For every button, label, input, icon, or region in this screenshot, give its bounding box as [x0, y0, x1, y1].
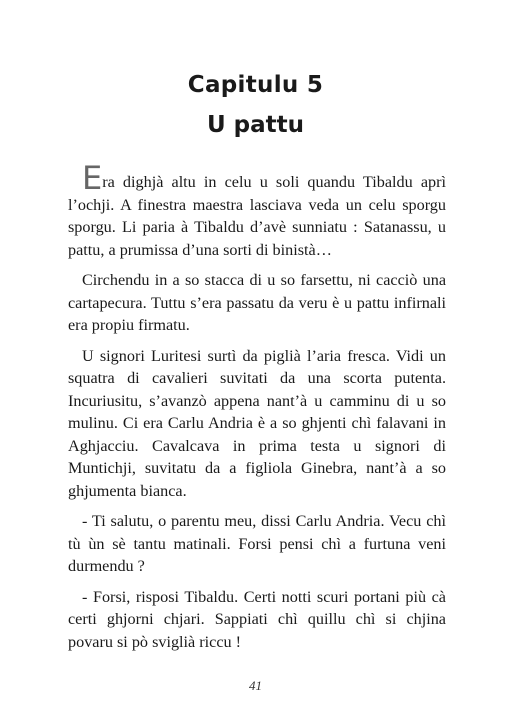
chapter-number: Capitulu 5 — [187, 72, 324, 98]
paragraph-2: Circhendu in a so stacca di u so farsettu, ni cacciò una cartapecura. Tuttu s’era passatu da veru è u pattu infirnali era propiu firmatu. — [68, 271, 446, 334]
paragraph-1-text: ra dighjà altu in celu u soli quandu Tibaldu aprì l’ochji. A finestra maestra lasciava veda un celu sporgu sporgu. Li paria à Tibaldu d’avè sunniatu : Satanassu, u pattu, a prumissa d’una sorti di binistà… — [68, 173, 446, 259]
drop-cap-initial: E — [82, 159, 103, 197]
paragraph-4: - Ti salutu, o parentu meu, dissi Carlu Andria. Vecu chì tù ùn sè tantu matinali. Forsi pensi chì a furtuna veni durmendu ? — [68, 512, 446, 575]
paragraph-1 — [68, 159, 446, 261]
paragraph-3: U signori Luritesi surtì da piglià l’aria fresca. Vidi un squatra di cavalieri suvitati da una scorta putenta. Incuriusitu, s’avanzò appena nant’à u camminu di u so mulinu. Ci era Carlu Andria è a so ghjenti chì falavani in Aghjacciu. Cavalcava in prima testa u signori di Muntichji, suvitatu da a figliola Ginebra, nant’à a so ghjumenta bianca. — [68, 346, 446, 500]
paragraph-5: - Forsi, risposi Tibaldu. Certi notti scuri portani più cà certi ghjorni chjari. Sappiati chì quillu chì si chjina povaru si pò sviglià riccu ! — [68, 587, 446, 651]
page-number: 41 — [249, 678, 262, 693]
chapter-body — [68, 159, 446, 661]
chapter-title: U pattu — [206, 112, 305, 138]
